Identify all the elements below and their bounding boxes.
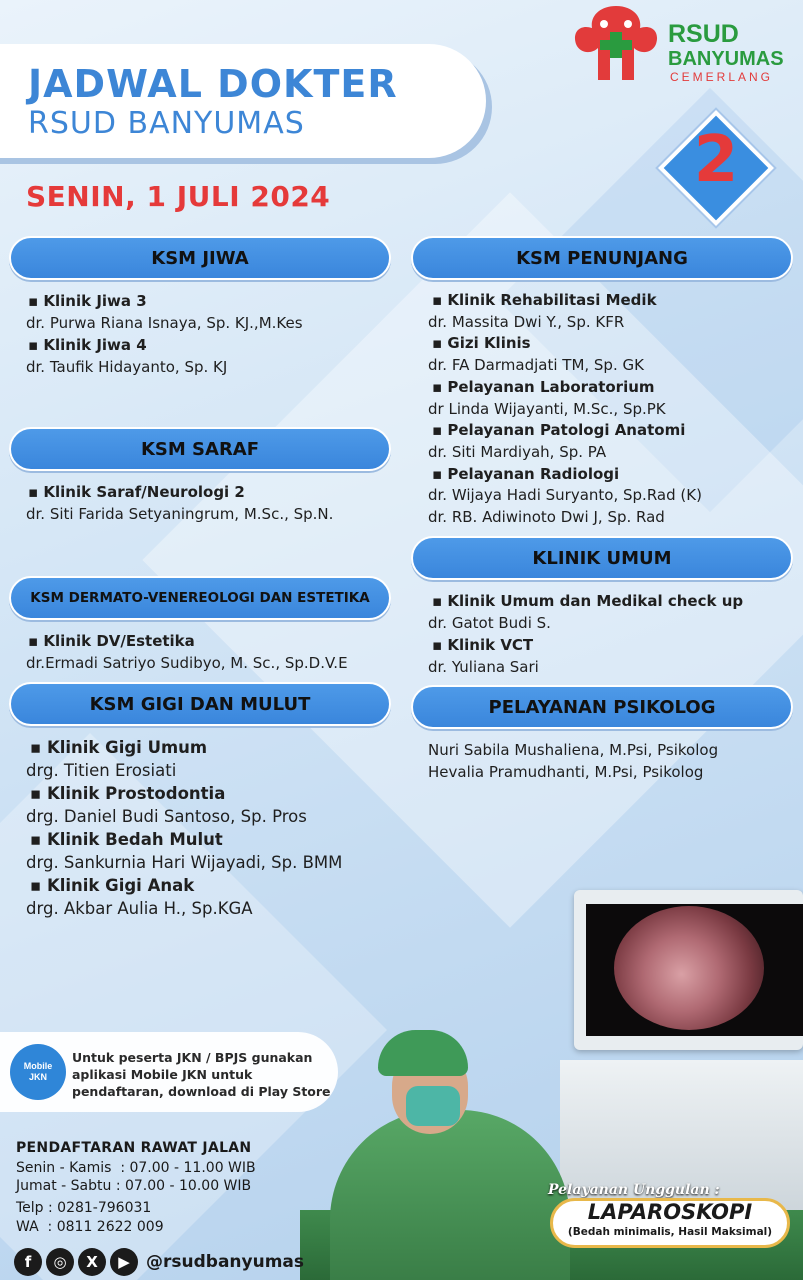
doctor-name: dr.Ermadi Satriyo Sudibyo, M. Sc., Sp.D.V.E — [26, 654, 348, 672]
surgeon-figure — [330, 1110, 570, 1280]
clinic-name: ▪ Pelayanan Radiologi — [428, 464, 798, 486]
page-number: 2 — [693, 123, 739, 197]
doctor-name: dr Linda Wijayanti, M.Sc., Sp.PK — [428, 399, 666, 418]
facebook-icon[interactable]: f — [14, 1248, 42, 1276]
logo-name-line2: BANYUMAS — [668, 48, 784, 70]
clinic-name: ▪ Pelayanan Laboratorium — [428, 377, 798, 399]
doctor-name: dr. Purwa Riana Isnaya, Sp. KJ.,M.Kes — [26, 314, 303, 332]
section-header-ksm-penunjang: KSM PENUNJANG — [411, 236, 793, 280]
section-body-ksm-jiwa — [26, 290, 396, 378]
psychologist-name: Hevalia Pramudhanti, M.Psi, Psikolog — [428, 763, 704, 781]
featured-service-subtitle: (Bedah minimalis, Hasil Maksimal) — [567, 1226, 773, 1238]
doctor-name: dr. Siti Farida Setyaningrum, M.Sc., Sp.N. — [26, 505, 334, 523]
section-body-ksm-dv — [26, 630, 396, 674]
section-header-klinik-umum: KLINIK UMUM — [411, 536, 793, 580]
section-body-ksm-penunjang — [428, 290, 798, 529]
clinic-name: ▪ Klinik Rehabilitasi Medik — [428, 290, 798, 312]
phone-number: Telp : 0281-796031 — [16, 1200, 152, 1216]
clinic-name: ▪ Klinik DV/Estetika — [26, 630, 396, 652]
clinic-name: ▪ Klinik Bedah Mulut — [26, 828, 396, 851]
featured-service-label: Pelayanan Unggulan : — [548, 1182, 720, 1198]
section-header-ksm-dv: KSM DERMATO-VENEREOLOGI DAN ESTETIKA — [9, 576, 391, 620]
psychologist-name: Nuri Sabila Mushaliena, M.Psi, Psikolog — [428, 741, 719, 759]
surgeon-mask — [406, 1086, 460, 1126]
doctor-name: drg. Akbar Aulia H., Sp.KGA — [26, 899, 253, 918]
doctor-name: drg. Daniel Budi Santoso, Sp. Pros — [26, 807, 307, 826]
mobile-jkn-icon — [10, 1044, 66, 1100]
whatsapp-number: WA : 0811 2622 009 — [16, 1219, 164, 1235]
laparoscopy-view-image — [614, 906, 764, 1030]
jkn-info-text: Untuk peserta JKN / BPJS gunakan aplikasi Mobile JKN untuk pendaftaran, download di Play Store — [72, 1050, 331, 1099]
page-title: JADWAL DOKTER — [28, 62, 398, 106]
registration-hours-weekend: Jumat - Sabtu : 07.00 - 10.00 WIB — [16, 1178, 252, 1194]
section-body-ksm-gigi — [26, 736, 396, 920]
registration-title: PENDAFTARAN RAWAT JALAN — [16, 1140, 252, 1156]
page-subtitle: RSUD BANYUMAS — [28, 106, 305, 141]
section-body-klinik-umum — [428, 590, 798, 678]
section-body-ksm-saraf — [26, 481, 396, 525]
clinic-name: ▪ Klinik Jiwa 3 — [26, 290, 396, 312]
youtube-icon[interactable]: ▶ — [110, 1248, 138, 1276]
doctor-name: dr. Siti Mardiyah, Sp. PA — [428, 442, 607, 461]
clinic-name: ▪ Gizi Klinis — [428, 333, 798, 355]
doctor-name: drg. Titien Erosiati — [26, 761, 177, 780]
page-number-badge — [661, 113, 771, 223]
doctor-name: dr. FA Darmadjati TM, Sp. GK — [428, 356, 644, 375]
rsud-logo-icon — [570, 2, 662, 88]
clinic-name: ▪ Pelayanan Patologi Anatomi — [428, 420, 798, 442]
registration-hours-weekday: Senin - Kamis : 07.00 - 11.00 WIB — [16, 1160, 256, 1176]
section-header-ksm-saraf: KSM SARAF — [9, 427, 391, 471]
schedule-date: SENIN, 1 JULI 2024 — [26, 180, 331, 213]
surgeon-cap — [378, 1030, 468, 1076]
instagram-icon[interactable]: ◎ — [46, 1248, 74, 1276]
section-header-psikolog: PELAYANAN PSIKOLOG — [411, 685, 793, 729]
x-twitter-icon[interactable]: X — [78, 1248, 106, 1276]
logo-name-line1: RSUD — [668, 20, 739, 48]
section-body-psikolog — [428, 739, 798, 783]
clinic-name: ▪ Klinik Gigi Umum — [26, 736, 396, 759]
social-media-row — [14, 1248, 304, 1276]
clinic-name: ▪ Klinik Gigi Anak — [26, 874, 396, 897]
doctor-name: dr. Gatot Budi S. — [428, 614, 551, 632]
doctor-name: dr. Taufik Hidayanto, Sp. KJ — [26, 358, 228, 376]
clinic-name: ▪ Klinik Prostodontia — [26, 782, 396, 805]
doctor-name: dr. RB. Adiwinoto Dwi J, Sp. Rad — [428, 508, 665, 527]
doctor-name: dr. Yuliana Sari — [428, 658, 539, 676]
logo-tagline: CEMERLANG — [670, 70, 774, 84]
social-handle: @rsudbanyumas — [146, 1252, 305, 1272]
doctor-name: drg. Sankurnia Hari Wijayadi, Sp. BMM — [26, 853, 343, 872]
jkn-icon-label: JKN — [28, 1072, 47, 1082]
doctor-name: dr. Wijaya Hadi Suryanto, Sp.Rad (K) — [428, 486, 702, 505]
jkn-icon-label: Mobile — [23, 1061, 53, 1071]
clinic-name: ▪ Klinik VCT — [428, 634, 798, 656]
clinic-name: ▪ Klinik Jiwa 4 — [26, 334, 396, 356]
doctor-name: dr. Massita Dwi Y., Sp. KFR — [428, 312, 625, 331]
featured-service-title: LAPAROSKOPI — [587, 1200, 753, 1224]
clinic-name: ▪ Klinik Saraf/Neurologi 2 — [26, 481, 396, 503]
section-header-ksm-jiwa: KSM JIWA — [9, 236, 391, 280]
section-header-ksm-gigi: KSM GIGI DAN MULUT — [9, 682, 391, 726]
clinic-name: ▪ Klinik Umum dan Medikal check up — [428, 590, 798, 612]
